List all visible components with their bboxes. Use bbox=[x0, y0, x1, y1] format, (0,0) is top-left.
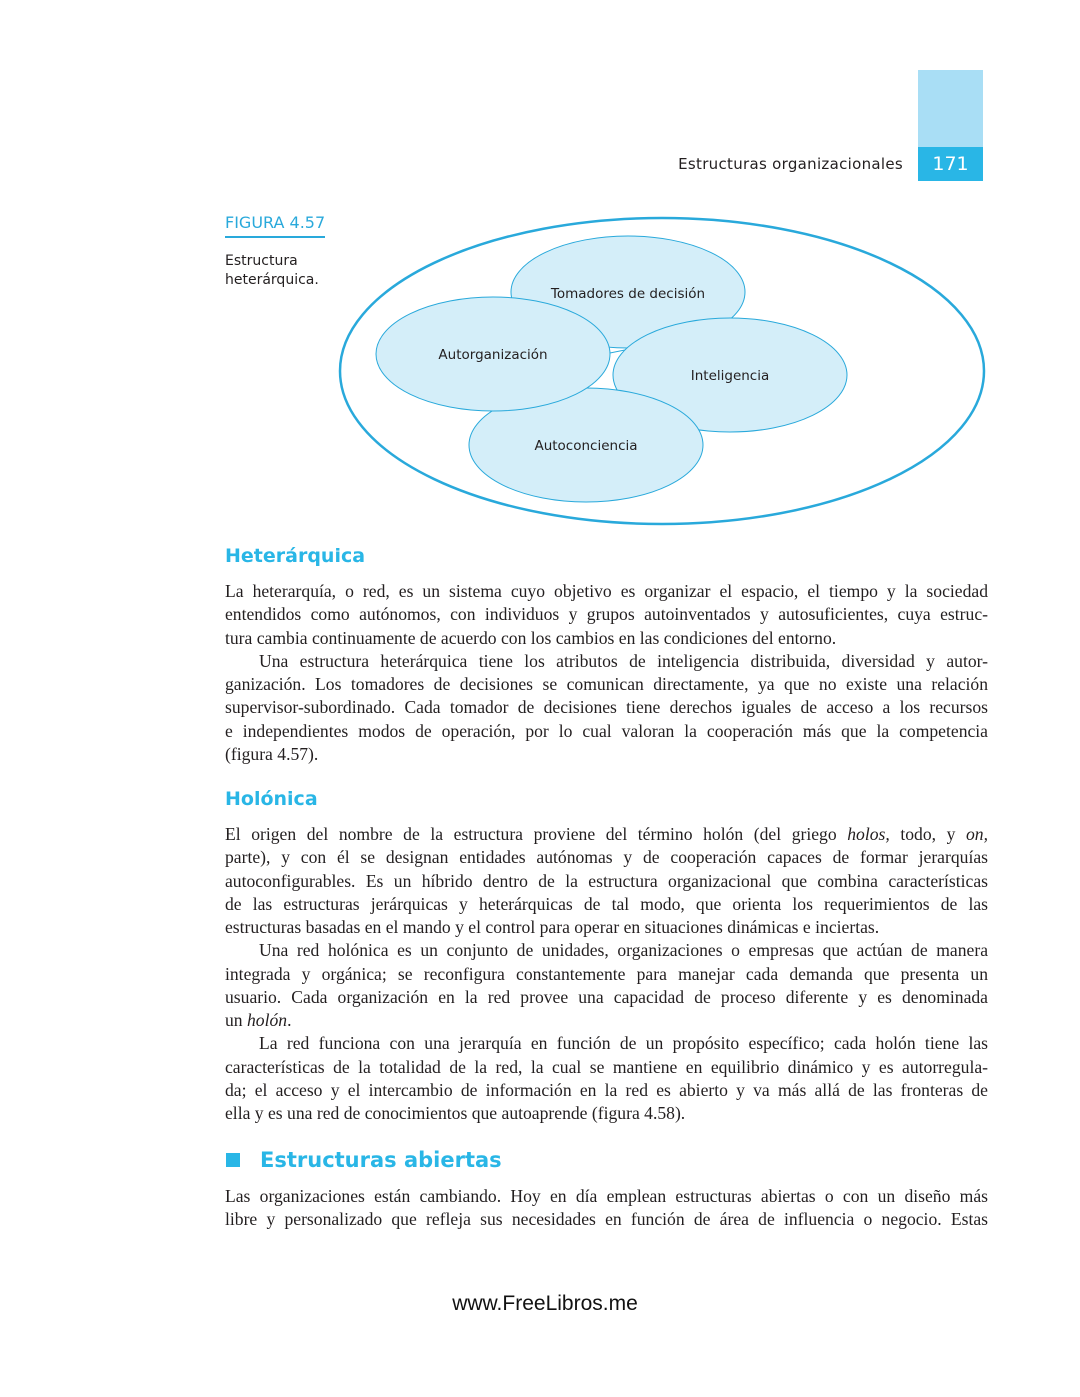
section-heading-estructuras-abiertas bbox=[226, 1148, 502, 1172]
italic-term: holos, bbox=[847, 824, 890, 844]
text-line: usuario. Cada organización en la red provee una capacidad de proceso diferente y es denominada bbox=[225, 986, 988, 1007]
text-line: tura cambia continuamente de acuerdo con los cambios en las condiciones del entorno. bbox=[225, 627, 837, 648]
section-body bbox=[225, 580, 988, 766]
text-line: ganización. Los tomadores de decisiones se comunican directamente, ya que no existe una relación bbox=[225, 674, 988, 694]
text-line: características de la totalidad de la red, la cual se mantiene en equilibrio dinámico y es autorregula- bbox=[225, 1056, 988, 1077]
text-line: estructuras basadas en el mando y el control para operar en situaciones dinámicas e inciertas. bbox=[225, 917, 880, 937]
heterarchy-diagram bbox=[0, 0, 1080, 560]
text-line: (figura 4.57). bbox=[225, 743, 319, 764]
section-body bbox=[225, 823, 988, 1125]
text-line: de las estructuras jerárquicas y heterárquicas de tal modo, que orienta los requerimientos de las bbox=[225, 893, 988, 914]
italic-term: on, bbox=[966, 824, 988, 844]
text-line: Una red holónica es un conjunto de unidades, organizaciones o empresas que actúan de manera bbox=[259, 940, 988, 961]
text-line: da; el acceso y el intercambio de información en la red es abierto y va más allá de las fronteras de bbox=[225, 1079, 988, 1100]
square-bullet-icon bbox=[226, 1153, 240, 1167]
running-title: Estructuras organizacionales bbox=[678, 155, 903, 173]
text-segment: El origen del nombre de la estructura proviene del término holón (del griego bbox=[225, 824, 848, 844]
text-line: ella y es una red de conocimientos que autoaprende (figura 4.58). bbox=[225, 1103, 686, 1123]
italic-term: holón bbox=[247, 1010, 288, 1030]
text-line bbox=[225, 1009, 988, 1032]
section-body bbox=[225, 1185, 988, 1232]
footer-watermark: www.FreeLibros.me bbox=[452, 1292, 638, 1315]
text-line: libre y personalizado que refleja sus necesidades en función de área de influencia o negocio. Estas bbox=[225, 1209, 988, 1230]
text-line: La red funciona con una jerarquía en función de un propósito específico; cada holón tiene las bbox=[259, 1033, 988, 1054]
page-number: 171 bbox=[918, 147, 983, 181]
figure-caption: Estructura heterárquica. bbox=[225, 253, 319, 288]
text-segment: un bbox=[225, 1010, 247, 1030]
text-line: parte), y con él se designan entidades autónomas y de cooperación capaces de formar jerarquías bbox=[225, 847, 988, 868]
node-label: Tomadores de decisión bbox=[550, 286, 706, 302]
node-label: Inteligencia bbox=[690, 368, 770, 384]
text-line: entendidos como autónomos, con individuos y grupos autoinventados y autosuficientes, cuya estruc- bbox=[225, 604, 988, 625]
text-line bbox=[225, 823, 988, 846]
text-segment: todo, y bbox=[889, 824, 966, 844]
text-line: e independientes modos de operación, por lo cual valoran la cooperación más que la competencia bbox=[225, 720, 988, 741]
node-label: Autoconciencia bbox=[534, 438, 638, 454]
figure-label: FIGURA 4.57 bbox=[225, 213, 325, 238]
text-line: supervisor-subordinado. Cada tomador de decisiones tiene derechos iguales de acceso a los recursos bbox=[225, 697, 988, 718]
text-line: autoconfigurables. Es un híbrido dentro de la estructura organizacional que combina características bbox=[225, 870, 988, 891]
text-line: Una estructura heterárquica tiene los atributos de inteligencia distribuida, diversidad y autor- bbox=[259, 650, 988, 671]
node-autorganizacion bbox=[376, 297, 610, 411]
heading-text: Estructuras abiertas bbox=[260, 1148, 502, 1172]
text-line: La heterarquía, o red, es un sistema cuyo objetivo es organizar el espacio, el tiempo y la sociedad bbox=[225, 581, 988, 601]
text-line: integrada y orgánica; se reconfigura constantemente para manejar cada demanda que presenta un bbox=[225, 963, 988, 984]
node-label: Autorganización bbox=[438, 347, 548, 363]
section-heading-heterarquica: Heterárquica bbox=[225, 545, 366, 567]
text-segment: . bbox=[287, 1010, 292, 1030]
section-heading-holonica: Holónica bbox=[225, 788, 318, 810]
text-line: Las organizaciones están cambiando. Hoy en día emplean estructuras abiertas o con un diseño más bbox=[225, 1186, 988, 1206]
